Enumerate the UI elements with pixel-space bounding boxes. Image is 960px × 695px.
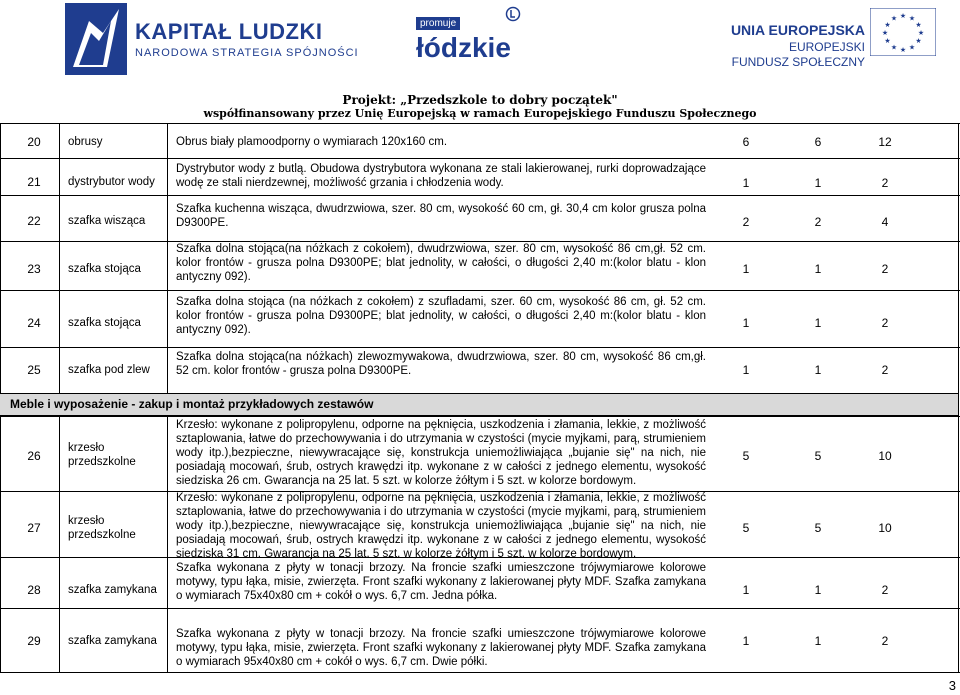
qty-a: 2 <box>742 215 750 229</box>
row-name: szafka pod zlew <box>68 364 150 376</box>
row-description: Szafka wykonana z płyty w tonacji brzozy. Na froncie szafki umieszczone trójwymiarowe kolorowe motywy, typu łąka, misie, zwierzęta. Front szafki wykonany z lakierowanej płyty MDF. Szafka zamykana o wymiarach 75x40x80 cm + cokół o wys. 6,7 cm. Jedna półka. <box>176 562 706 602</box>
qty-b: 1 <box>814 583 822 597</box>
col-divider <box>167 416 168 672</box>
row-number: 22 <box>27 214 41 228</box>
qty-b: 1 <box>814 316 822 330</box>
section-header <box>0 393 958 416</box>
qty-a: 1 <box>742 316 750 330</box>
qty-a: 6 <box>742 135 750 149</box>
row-description: Szafka dolna stojąca(na nóżkach z cokołem), dwudrzwiowa, szer. 80 cm, wysokość 86 cm,gł. 52 cm. kolor frontów - grusza polna D9300PE; blat jednolity, w całości, o długości 2,40 m:(kolor blatu - klon antyczny 092). <box>176 243 706 283</box>
svg-text:★: ★ <box>917 29 925 37</box>
svg-text:★: ★ <box>908 43 916 52</box>
row-name: krzesło przedszkolne <box>68 515 136 541</box>
row-description: Szafka dolna stojąca(na nóżkach) zlewozmywakowa, dwudrzwiowa, szer. 80 cm, wysokość 86 cm,gł. 52 cm. kolor frontów - grusza polna D9300PE. <box>176 351 706 377</box>
row-description: Szafka wykonana z płyty w tonacji brzozy. Na froncie szafki umieszczone trójwymiarowe kolorowe motywy, typu łąka, misie, zwierzęta. Front szafki wykonany z lakierowanej płyty MDF. Szafka zamykana o wymiarach 95x40x80 cm + cokół o wys. 6,7 cm. Dwie półki. <box>176 628 706 668</box>
qty-a: 1 <box>742 583 750 597</box>
svg-text:★: ★ <box>915 21 922 29</box>
qty-a: 1 <box>742 262 750 276</box>
row-name: krzesło przedszkolne <box>68 442 136 468</box>
row-number: 25 <box>27 363 41 377</box>
qty-total: 10 <box>878 449 892 463</box>
row-number: 26 <box>27 449 41 463</box>
table-top-line <box>0 123 960 124</box>
qty-b: 5 <box>814 521 822 535</box>
qty-total: 2 <box>881 262 889 276</box>
row-name: szafka wisząca <box>68 215 146 227</box>
svg-text:★: ★ <box>915 37 922 45</box>
qty-total: 2 <box>881 583 889 597</box>
project-title: Projekt: „Przedszkole to dobry początek" <box>342 93 618 107</box>
kapital-ludzki-logo <box>65 3 359 77</box>
row-name: szafka stojąca <box>68 317 141 329</box>
row-name: dystrybutor wody <box>68 176 155 188</box>
qty-b: 2 <box>814 215 822 229</box>
svg-text:★: ★ <box>908 14 916 23</box>
row-divider <box>0 608 960 609</box>
ue-line3: FUNDUSZ SPOŁECZNY <box>731 55 865 69</box>
row-number: 20 <box>27 135 41 149</box>
row-description: Krzesło: wykonane z polipropylenu, odporne na pęknięcia, uszkodzenia i złamania, lekkie, z możliwość sztaplowania, łatwe do przechowywania i do utrzymania w czystości (mycie myjkami, parą, strumieniem wody itp.),bezpieczne, niewywracające się, konstrukcja uniemożliwiająca „bujanie się" na nich, nie posiadają mocowań, śrub, ostrych krawędzi itp. wykonane z w całości z jednego elementu, wysokość siedziska 31 cm. Gwarancja na 25 lat. 5 szt. w kolorze żółtym i 5 szt. w kolorze bordowym. <box>176 492 706 560</box>
qty-total: 12 <box>878 135 892 149</box>
row-name: obrusy <box>68 136 103 148</box>
qty-b: 1 <box>814 634 822 648</box>
row-description: Obrus biały plamoodporny o wymiarach 120x160 cm. <box>176 136 448 148</box>
ue-line2: EUROPEJSKI <box>788 40 865 54</box>
qty-total: 4 <box>881 215 889 229</box>
qty-a: 1 <box>742 634 750 648</box>
qty-total: 2 <box>881 363 889 377</box>
lodzkie-small-label: promuje <box>416 17 460 30</box>
lodzkie-logo <box>413 4 523 76</box>
svg-text:★: ★ <box>884 21 891 29</box>
row-divider <box>0 290 960 291</box>
qty-a: 5 <box>742 449 750 463</box>
table-bottom-line <box>0 672 960 673</box>
row-divider <box>0 416 960 417</box>
row-description: Szafka dolna stojąca (na nóżkach z cokołem) z szufladami, szer. 60 cm, wysokość 86 cm, gł. 52 cm. kolor frontów - grusza polna D9300PE; blat jednolity, w całości, o długości 2,40 m:(kolor blatu - klon antyczny 092). <box>176 296 706 336</box>
qty-total: 2 <box>881 176 889 190</box>
row-name: szafka zamykana <box>68 635 157 647</box>
lodzkie-big-label: łódzkie <box>416 32 511 63</box>
qty-b: 6 <box>814 135 822 149</box>
row-number: 29 <box>27 634 41 648</box>
row-description: Szafka kuchenna wisząca, dwudrzwiowa, szer. 80 cm, wysokość 60 cm, gł. 30,4 cm kolor grusza polna D9300PE. <box>176 203 706 229</box>
svg-text:★: ★ <box>890 43 898 52</box>
row-number: 28 <box>27 583 41 597</box>
ue-efs-text <box>650 4 865 76</box>
col-divider <box>59 123 60 393</box>
ue-line1: UNIA EUROPEJSKA <box>730 22 865 38</box>
svg-text:★: ★ <box>881 29 889 37</box>
section-title: Meble i wyposażenie - zakup i montaż przykładowych zestawów <box>10 397 374 411</box>
lodzkie-mark-icon <box>505 6 521 22</box>
kapital-ludzki-emblem-icon <box>65 3 127 75</box>
qty-b: 1 <box>814 176 822 190</box>
qty-a: 5 <box>742 521 750 535</box>
row-number: 24 <box>27 316 41 330</box>
qty-a: 1 <box>742 176 750 190</box>
svg-text:★: ★ <box>884 37 891 45</box>
qty-total: 2 <box>881 316 889 330</box>
svg-text:★: ★ <box>899 46 907 54</box>
qty-b: 1 <box>814 262 822 276</box>
col-divider <box>59 416 60 672</box>
row-number: 27 <box>27 521 41 535</box>
row-number: 21 <box>27 175 41 189</box>
qty-a: 1 <box>742 363 750 377</box>
qty-b: 5 <box>814 449 822 463</box>
col-divider <box>167 123 168 393</box>
row-name: szafka stojąca <box>68 263 141 275</box>
row-divider <box>0 158 960 159</box>
svg-text:★: ★ <box>899 12 907 20</box>
kapital-ludzki-title: KAPITAŁ LUDZKI <box>135 19 323 44</box>
qty-total: 10 <box>878 521 892 535</box>
eu-flag-icon <box>870 8 936 56</box>
project-subtitle: współfinansowany przez Unię Europejską w ramach Europejskiego Funduszu Społecznego <box>203 107 757 120</box>
col-divider <box>958 123 959 672</box>
row-divider <box>0 347 960 348</box>
svg-text:★: ★ <box>890 14 898 23</box>
header-logos <box>0 0 960 90</box>
page-number: 3 <box>948 678 956 693</box>
row-name: szafka zamykana <box>68 584 157 596</box>
row-description: Krzesło: wykonane z polipropylenu, odporne na pęknięcia, uszkodzenia i złamania, lekkie, z możliwość sztaplowania, łatwe do przechowywania i do utrzymania w czystości (mycie myjkami, parą, strumieniem wody itp.),bezpieczne, niewywracające się, konstrukcja uniemożliwiająca „bujanie się" na nich, nie posiadają mocowań, śrub, ostrych krawędzi itp. wykonane z w całości z jednego elementu, wysokość siedziska 26 cm. Gwarancja na 25 lat. 5 szt. w kolorze żółtym i 5 szt. w kolorze bordowym. <box>176 419 706 487</box>
row-description: Dystrybutor wody z butlą. Obudowa dystrybutora wykonana ze stali lakierowanej, rurki doprowadzające wodę ze stali nierdzewnej, możliwość grzania i chłodzenia wody. <box>176 163 706 189</box>
qty-b: 1 <box>814 363 822 377</box>
row-number: 23 <box>27 262 41 276</box>
qty-total: 2 <box>881 634 889 648</box>
row-divider <box>0 195 960 196</box>
kapital-ludzki-subtitle: NARODOWA STRATEGIA SPÓJNOŚCI <box>135 47 359 59</box>
